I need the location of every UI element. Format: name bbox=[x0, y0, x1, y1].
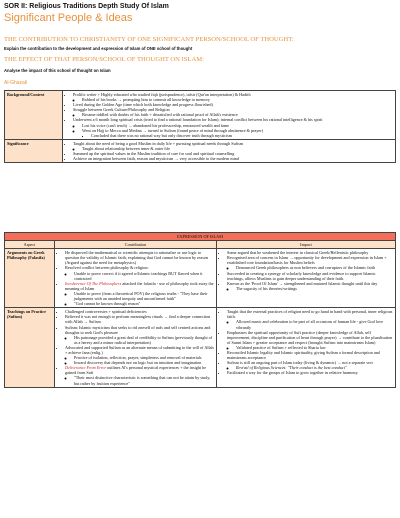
list-item: • Some argued that he weakened the interest in classical Greek/Hellenistic philosophy bbox=[227, 250, 393, 255]
aspect-greek-philosophy: Arguments on Greek Philosophy (Falasifa) bbox=[5, 249, 55, 308]
impact-greek-philosophy bbox=[217, 249, 396, 308]
list-item: ◦ Practice of isolation, reflection, prayer, simpleness and removal of materials bbox=[74, 355, 214, 360]
list-item: ◦ Allowed music and celebration to be part of all occasions of human life - give God love vibrantly bbox=[236, 319, 393, 329]
list-item: ◦ Revival of Religious Sciences: "Their conduct is the best conduct" bbox=[236, 365, 393, 370]
list-item: • Emphasises the spiritual opportunity of Sufi practice (deeper knowledge of Allah, self improvement, discipline and purification of heart through prayer) → contribute to the pluralisation of Sunni Islam + greater acceptance and respect (brought Sufism into mainstream Islam) bbox=[227, 330, 393, 345]
expression-table-heading: EXPRESSION OF ISLAM bbox=[5, 233, 396, 241]
list-item: • Known as the 'Proof Of Islam' → strengthened and matured Islamic thought until this day bbox=[227, 281, 393, 286]
list-item: • Recognised area of concern in Islam → opportunity for development and expression in Islam + established core foundation/basis for Muslim beliefs bbox=[227, 255, 393, 265]
list-item: • He disproved the mathematical or scientific attempts to rationalise or use logic to question the validity of Islamic faith, explaining that God cannot be known by reason (Argued against the need for metaphysics) bbox=[65, 250, 214, 265]
background-label: Background/Context bbox=[5, 91, 63, 140]
list-item: ◦ "God cannot be known through reason" bbox=[74, 301, 214, 306]
person-name: Al-Ghazali bbox=[4, 80, 28, 86]
list-item: • Sufism: Islamic mysticism that seeks to rid oneself of nafs and self centred actions and thoughts to seek God's pleasure bbox=[65, 325, 214, 335]
list-item: ◦ The sagacity of his theories/writings bbox=[236, 286, 393, 291]
column-header-impact: Impact bbox=[217, 241, 396, 249]
list-item: • Sufism is still an ongoing part of Islam today (living & dynamic) → not a separate sect bbox=[227, 360, 393, 365]
list-item: • Taught about the need of being a good Muslim in daily life + pursuing spiritual needs through Sufism bbox=[73, 141, 393, 146]
book-title-incoherence: Incoherence Of The Philosophers bbox=[65, 280, 122, 286]
impact-sufism bbox=[217, 308, 396, 387]
list-item: ◦ Robbed of his books → prompting him to commit all knowledge to memory bbox=[82, 97, 393, 102]
list-item: • Achieve an integration between faith, reason and mysticism → very accessible to the modern mind bbox=[73, 156, 393, 161]
background-table bbox=[4, 90, 396, 163]
list-item: • Believed it was not enough to perform meaningless rituals → find a deeper connection with Allah → Sufism bbox=[65, 314, 214, 324]
list-item: • Reconciled Islamic legality and Islamic spirituality, giving Sufism a formal description and mainstream acceptance bbox=[227, 350, 393, 360]
list-item: • Underwent a 6 month long spiritual crisis (tried to find a rational foundation for Islam); internal conflict between his rational intelligence & his spirit bbox=[73, 117, 393, 122]
expression-table bbox=[4, 232, 396, 388]
document-header: SOR II: Religious Traditions Depth Study Of Islam bbox=[4, 3, 169, 10]
contribution-greek-philosophy bbox=[55, 249, 217, 308]
column-header-aspect: Aspect bbox=[5, 241, 55, 249]
list-item: • Resolved conflict between philosophy & religion: bbox=[65, 265, 214, 270]
list-item: ▪ Concluded that there was no rational way but only discover truth through mysticism bbox=[91, 133, 393, 138]
list-item: • Deliverance From Error outlines Al's personal mystical experiences + the insight he gained from Sufi bbox=[65, 365, 214, 375]
aspect-sufism: Teachings on Practice (Sufism) bbox=[5, 308, 55, 387]
list-item: ◦ Unable to prove correct if it agreed w/Islamic teachings BUT flawed when it contracted bbox=[74, 271, 214, 281]
section-subheading-effect: Analyse the impact of this school of thought on Islam bbox=[4, 68, 111, 73]
section-heading-effect: THE EFFECT OF THAT PERSON/SCHOOL OF THOUGHT ON ISLAM: bbox=[4, 56, 204, 63]
list-item: ◦ "Their most distinctive characteristic is something that can not be attain by study, but rather by fruition experience" bbox=[74, 375, 214, 385]
list-item: • Incoherence Of The Philosophers attacked the falasifa - use of philosophy took away the meaning of Islam bbox=[65, 281, 214, 291]
page-title: Significant People & Ideas bbox=[4, 12, 133, 24]
list-item: • Lived during the Golden Age (time which both knowledge and progress flourished) bbox=[73, 102, 393, 107]
list-item: • Summed up the spiritual values in the Muslim tradition of care for soul and spiritual counselling bbox=[73, 151, 393, 156]
list-item: ◦ Unable to prove (from a theoretical POV) the religious truths - "They base their judgements with an unaided inequity and unconfirmed faith" bbox=[74, 291, 214, 301]
contribution-sufism bbox=[55, 308, 217, 387]
list-item: • Facilitated a way for the groups of Islam to grow together in relative harmony. bbox=[227, 370, 393, 375]
list-item: ◦ Lost his voice (can't teach) → abandoned his professorship, renounced wealth and fame bbox=[82, 123, 393, 128]
list-item: ◦ Validated practice of Sufism + reflected to Sharia law bbox=[236, 345, 393, 350]
section-subheading-contribution: Explain the contribution to the development and expression of Islam of ONE school of thought bbox=[4, 46, 193, 51]
list-item: • Challenged controversies + spiritual deficiencies bbox=[65, 309, 214, 314]
list-item: • Taught that the external practices of religion need to go hand in hand with personal, inner religious faith. bbox=[227, 309, 393, 319]
list-item: • Prolific writer + Highly educated who studied fiqh (jurisprudence), tafsir (Qur'an interpretation) & Hadith bbox=[73, 92, 393, 97]
list-item: ◦ Became riddled with doubts of his faith + dissatisfied with rational proof of Allah's existence bbox=[82, 112, 393, 117]
book-title-deliverance: Deliverance From Error bbox=[65, 365, 107, 371]
list-item: • Advocated and supported Sufism as an alternate means of submitting to the will of Allah + achieve fana (enlig.) bbox=[65, 345, 214, 355]
significance-content bbox=[63, 139, 396, 162]
list-item: ◦ Taught about relationship between inner & outer life bbox=[82, 146, 393, 151]
list-item: ◦ Inward discovery that depends not on logic but on intuition and imagination bbox=[74, 360, 214, 365]
list-item: ◦ His patronage provided a great deal of credibility to Sufism (previously thought of as a heresy and a minor radical interpretation) bbox=[74, 335, 214, 345]
significance-label: Significance bbox=[5, 139, 63, 162]
list-item: ◦ Denounced Greek philosophers as non believers and corruptors of the Islamic faith bbox=[236, 265, 393, 270]
section-heading-contribution: THE CONTRIBUTION TO CHRISTIANITY OF ONE SIGNIFICANT PERSON/SCHOOL OF THOUGHT: bbox=[4, 36, 294, 43]
list-item: ◦ Went on Hajj to Mecca and Medina → turned to Sufism (found peace of mind through abstinence & prayer) bbox=[82, 128, 393, 133]
list-item: • Succeeded in creating a synergy of scholarly knowledge and evidence to support Islamic teachings, allows Muslims to gain deeper understanding of their faith. bbox=[227, 271, 393, 281]
list-item: • Struggle between Greek Culture/Philosophy and Religion bbox=[73, 107, 393, 112]
column-header-contribution: Contribution bbox=[55, 241, 217, 249]
background-content bbox=[63, 91, 396, 140]
